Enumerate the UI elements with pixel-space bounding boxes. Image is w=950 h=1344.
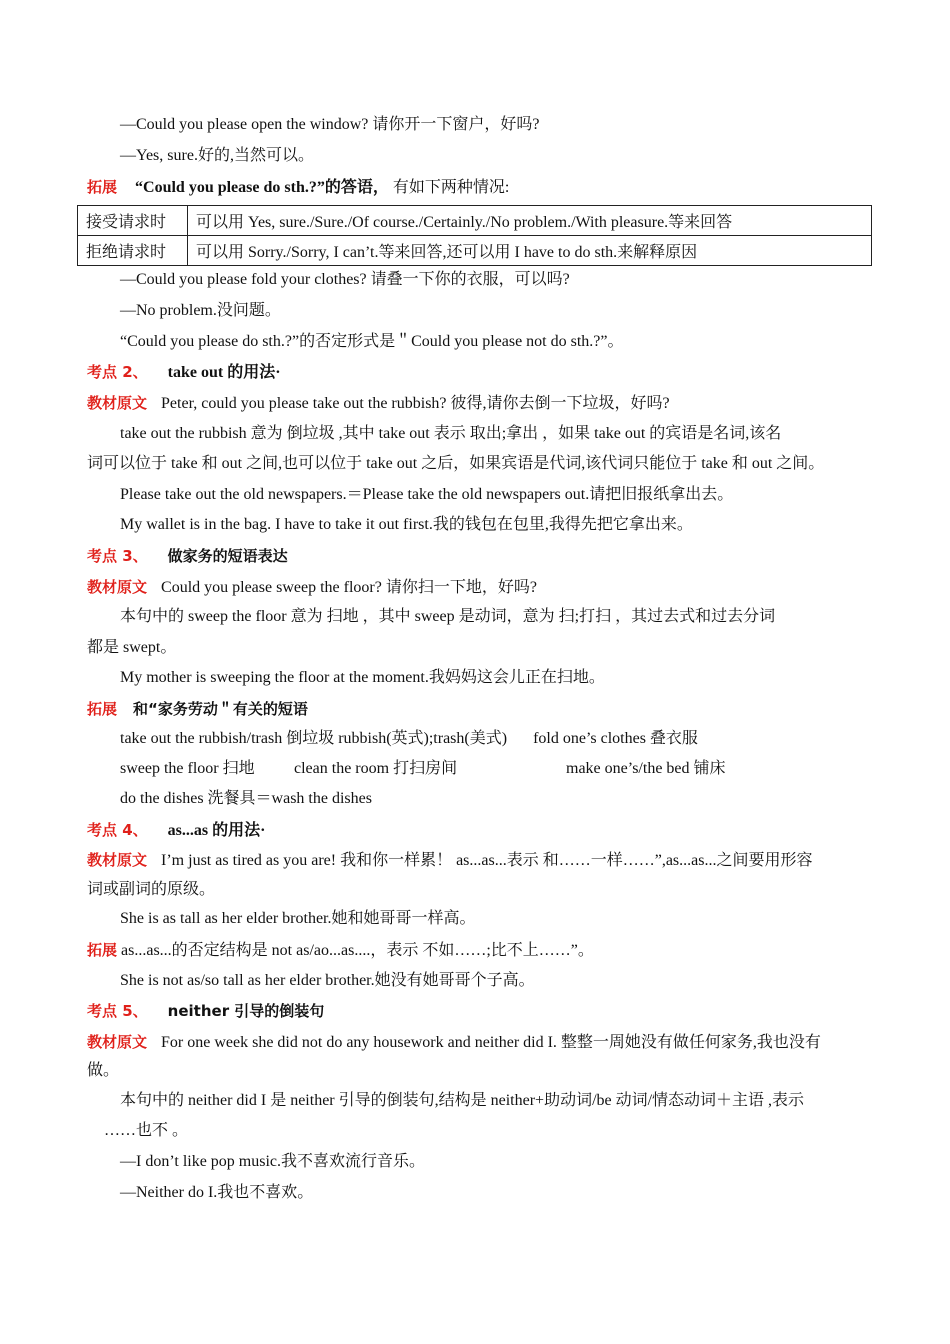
table-cell-label: 接受请求时 [78, 206, 188, 236]
point-3-extension-heading [87, 699, 308, 720]
point-tag: 考点 5、 [87, 1002, 148, 1020]
example-answer-sure: —Yes, sure.好的,当然可以。 [120, 147, 314, 164]
point-title: as...as 的用法· [167, 822, 266, 839]
point-5-source-2: 做。 [87, 1062, 120, 1079]
point-5-source [87, 1032, 821, 1053]
extension-title: 和“家务劳动＂有关的短语 [133, 700, 308, 718]
point-5-heading [87, 1001, 324, 1022]
phrase-item: clean the room 打扫房间 [294, 760, 458, 777]
table-cell-text: 可以用 Yes, sure./Sure./Of course./Certainly./No problem./With pleasure.等来回答 [188, 206, 872, 236]
point-4-example-2: She is not as/so tall as her elder brother.她没有她哥哥个子高。 [120, 972, 535, 989]
point-title: 做家务的短语表达 [167, 547, 288, 565]
point-5-example-1: —I don’t like pop music.我不喜欢流行音乐。 [120, 1153, 426, 1170]
table-row [78, 206, 872, 236]
phrase-item: make one’s/the bed 铺床 [566, 760, 726, 777]
phrase-line-3: do the dishes 洗餐具＝wash the dishes [120, 790, 372, 807]
point-5-explanation-1: 本句中的 neither did I 是 neither 引导的倒装句,结构是 neither+助动词/be 动词/情态动词＋主语 ,表示 [120, 1092, 805, 1109]
point-2-source [87, 393, 670, 414]
example-question-fold: —Could you please fold your clothes? 请叠一下你的衣服，可以吗? [120, 271, 570, 288]
point-3-source [87, 577, 537, 598]
phrase-item: fold one’s clothes 叠衣服 [533, 730, 698, 747]
source-text: Peter, could you please take out the rubbish? 彼得,请你去倒一下垃圾，好吗? [161, 395, 670, 412]
point-2-example-1: Please take out the old newspapers.＝Please take the old newspapers out.请把旧报纸拿出去。 [120, 486, 734, 503]
point-2-explanation-2: 词可以位于 take 和 out 之间,也可以位于 take out 之后，如果宾语是代词,该代词只能位于 take 和 out 之间。 [87, 455, 825, 472]
extension-title: “Could you please do sth.?”的答语， [135, 179, 389, 196]
source-text: For one week she did not do any housework and neither did I. 整整一周她没有做任何家务,我也没有 [161, 1034, 821, 1051]
extension-tag: 拓展 [87, 178, 118, 196]
source-text: I’m just as tired as you are! 我和你一样累！ as...as...表示 和……一样……”,as...as...之间要用形容 [161, 852, 813, 869]
point-3-heading [87, 546, 288, 567]
point-4-example-1: She is as tall as her elder brother.她和她哥哥一样高。 [120, 910, 476, 927]
phrase-item: sweep the floor 扫地 [120, 760, 255, 777]
source-tag: 教材原文 [87, 394, 148, 412]
source-tag: 教材原文 [87, 1033, 148, 1051]
point-tag: 考点 3、 [87, 547, 148, 565]
point-4-heading [87, 820, 265, 841]
point-3-explanation-1: 本句中的 sweep the floor 意为 扫地 ，其中 sweep 是动词，意为 扫;打扫 ，其过去式和过去分词 [120, 608, 776, 625]
extension-tag: 拓展 [87, 700, 118, 718]
point-2-example-2: My wallet is in the bag. I have to take it out first.我的钱包在包里,我得先把它拿出来。 [120, 516, 693, 533]
source-tag: 教材原文 [87, 578, 148, 596]
extension-text: as...as...的否定结构是 not as/ao...as....，表示 不如……;比不上……”。 [121, 942, 594, 959]
point-5-example-2: —Neither do I.我也不喜欢。 [120, 1184, 314, 1201]
point-3-explanation-2: 都是 swept。 [87, 639, 177, 656]
point-4-source [87, 850, 813, 871]
phrase-item: take out the rubbish/trash 倒垃圾 rubbish(英式);trash(美式) [120, 730, 508, 747]
extension-heading-answers [87, 177, 509, 198]
negative-form-note: “Could you please do sth.?”的否定形式是＂Could you please not do sth.?”。 [120, 333, 624, 350]
point-tag: 考点 2、 [87, 363, 148, 381]
extension-rest: 有如下两种情况: [392, 179, 510, 196]
table-row [78, 236, 872, 266]
response-table [77, 205, 872, 266]
example-answer-no-problem: —No problem.没问题。 [120, 302, 281, 319]
example-question-window: —Could you please open the window? 请你开一下窗户，好吗? [120, 116, 540, 133]
source-text: Could you please sweep the floor? 请你扫一下地，好吗? [161, 579, 537, 596]
point-5-explanation-2: ……也不 。 [104, 1122, 189, 1139]
source-tag: 教材原文 [87, 851, 148, 869]
point-title: take out 的用法· [167, 364, 281, 381]
point-2-heading [87, 362, 281, 383]
point-tag: 考点 4、 [87, 821, 148, 839]
point-4-extension [87, 940, 594, 961]
phrase-line-1 [120, 729, 698, 749]
table-cell-text: 可以用 Sorry./Sorry, I can’t.等来回答,还可以用 I have to do sth.来解释原因 [188, 236, 872, 266]
point-4-source-2: 词或副词的原级。 [87, 881, 216, 898]
point-3-example-1: My mother is sweeping the floor at the moment.我妈妈这会儿正在扫地。 [120, 669, 605, 686]
point-2-explanation-1: take out the rubbish 意为 倒垃圾 ,其中 take out 表示 取出;拿出 ，如果 take out 的宾语是名词,该名 [120, 425, 782, 442]
extension-tag: 拓展 [87, 941, 118, 959]
point-title: neither 引导的倒装句 [167, 1002, 325, 1020]
table-cell-label: 拒绝请求时 [78, 236, 188, 266]
